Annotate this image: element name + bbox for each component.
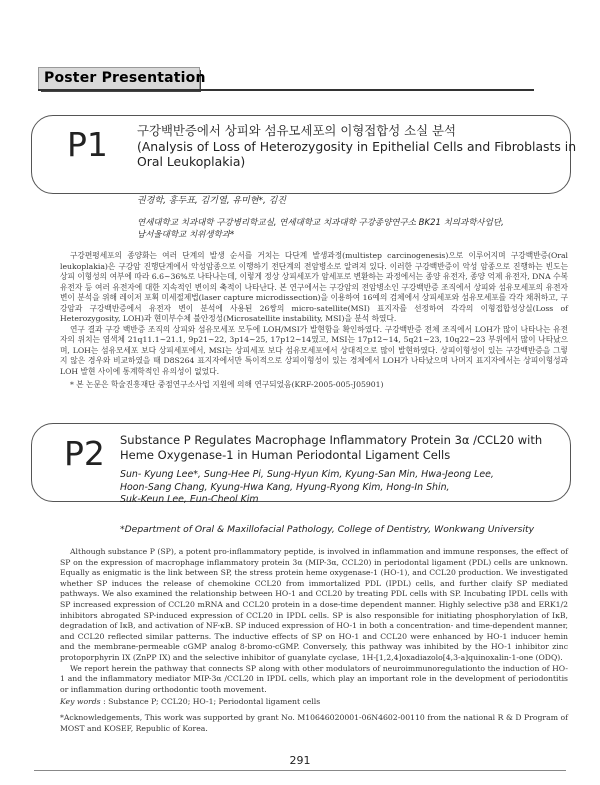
p2-acknowledgements: *Acknowledgements, This work was supported by grant No. M10646020001-06N4602-00110 from the national R & D Program of MOST and KOSEF, Republic of Korea. xyxy=(60,712,568,733)
section-rule xyxy=(38,89,534,91)
footer-rule xyxy=(34,770,566,771)
p1-abstract-intro: 구강편평세포의 종양화는 여러 단계의 발생 순서를 거치는 다단계 발생과정(multistep carcinogenesis)으로 이루어지며 구강백반증(Oral leukoplakia)은 구강암 진행단계에서 악성암종으로 이행하기 전단계의 전암병소로 알려져 있다. 이러한 구강백반증이 악성 암종으로 진행하는 빈도는 상피 이형성의 여부에 따라 6.6~36%로 나타나는데, 이렇게 정상 상피세포가 암세포로 변환하는 과정에서는 종양 유전자, 종양 억제 유전자, DNA 수복 유전자 등 여러 유전자에 대한 지속적인 변이의 축적이 나타난다. 본 연구에서는 구강암의 전암병소인 구강백반증 조직에서 상피와 섬유모세포의 유전자 변이 분석을 위해 레이저 포획 미세절제법(laser capture microdissection)을 이용하여 16예의 검체에서 상피세포와 섬유모세포를 각각 채취하고, 구강암과 구강백반증에서 유전자 변이 분석에 사용된 26쌍의 micro-satellite(MSI) 표지자를 선정하여 각각의 이형접합성상실(Loss of Heterozygosity, LOH)과 현미부수체 불안정성(Microsatellite instability, MSI)을 분석 하였다. xyxy=(60,251,568,323)
p1-authors: 권경학, 홍두표, 김기열, 유미현*, 김진 xyxy=(137,196,287,206)
section-label: Poster Presentation xyxy=(44,70,206,86)
p2-author-line: Suk-Keun Lee, Eun-Cheol Kim xyxy=(120,494,259,505)
p1-abstract xyxy=(60,251,568,391)
p2-affiliation: *Department of Oral & Maxillofacial Pathology, College of Dentistry, Wonkwang University xyxy=(120,524,535,535)
p2-abstract-body: Although substance P (SP), a potent pro-inflammatory peptide, is involved in inflammation and immune responses, the effect of SP on the expression of macrophage inflammatory protein 3α (MIP-3α, CCL20) in periodontal ligament (PDL) cells are unknown. Equally as enigmatic is the link between SP, the stress protein heme oxygenase-1 (HO-1), and CCL20 production. We investigated whether SP induces the release of chemokine CCL20 from immortalized PDL (IPDL) cells, and further claify SP mediated pathways. We also examined the relationship between HO-1 and CCL20 by treating PDL cells with SP. Incubating IPDL cells with SP increased expression of CCL20 mRNA and CCL20 protein in a dose-time dependent manner. Highly selective p38 and ERK1/2 inhibitors abrogated SP-induced expression of CCL20 in IPDL cells. SP is also responsible for initiating phosphorylation of IκB, degradation of IκB, and activation of NF-κB. SP induced expression of HO-1 in both a concentration- and time-dependent manner, and CCL20 reflected similar patterns. The inductive effects of SP on HO-1 and CCL20 were enhanced by HO-1 inducer hemin and the membrane-permeable cGMP analog 8-bromo-cGMP. Conversely, this pathway was inhibited by the HO-1 inhibitor zinc protoporphyrin IX (ZnPP IX) and the selective inhibitor of guanylate cyclase, 1H-[1,2,4]oxadiazolo[4,3-a]quinoxalin-1-one (ODQ). xyxy=(60,547,568,662)
p2-abstract xyxy=(60,547,568,734)
p1-funding-note: * 본 논문은 학술진흥재단 중점연구소사업 지원에 의해 연구되었음(KRF-2005-005-J05901) xyxy=(70,380,384,389)
p2-keywords xyxy=(60,697,568,708)
p1-affiliation xyxy=(137,218,557,241)
p2-title xyxy=(120,433,560,463)
p1-number: P1 xyxy=(67,125,108,164)
p2-title-line: Substance P Regulates Macrophage Inflammatory Protein 3α /CCL20 with xyxy=(120,433,543,447)
p1-title xyxy=(137,123,577,170)
p2-keywords-label: Key words xyxy=(60,697,101,707)
p2-number: P2 xyxy=(64,434,105,473)
page-number: 291 xyxy=(289,754,311,767)
p1-affiliation-line: 연세대학교 치과대학 구강병리학교실, 연세대학교 치과대학 구강종양연구소 BK21 치의과학사업단, xyxy=(137,218,504,228)
p2-authors xyxy=(120,469,560,507)
p1-abstract-results: 연구 결과 구강 백반증 조직의 상피와 섬유모세포 모두에 LOH/MSI가 발현함을 확인하였다. 구강백반증 전체 조직에서 LOH가 많이 나타나는 유전자의 위치는 염색체 21q11.1~21.1, 9p21~22, 3p14~25, 17p12~14였고, MSI는 17p12~14, 5q21~23, 10q22~23 부위에서 많이 나타났으며, LOH는 섬유모세포 보다 상피세포에서, MSI는 상피세포 보다 섬유모세포에서 상대적으로 많이 발현하였다. 상피이형성이 있는 구강백반증을 그렇지 않은 경우와 비교하였을 때 D8S264 표지자에서만 특이적으로 상피이형성이 있는 경체에서 LOH가 나타났으며 나머지 표지자에서는 상피이형성과 LOH 발현 사이에 통계학적인 유의성이 없었다. xyxy=(60,324,568,376)
p2-author-line: Sun- Kyung Lee*, Sung-Hee Pi, Sung-Hyun Kim, Kyung-San Min, Hwa-Jeong Lee, xyxy=(120,469,494,480)
p2-keywords-text: : Substance P; CCL20; HO-1; Periodontal ligament cells xyxy=(100,697,321,707)
p1-affiliation-line: 남서울대학교 치위생학과* xyxy=(137,229,235,240)
p2-abstract-conclusion: We report herein the pathway that connects SP along with other modulators of neuroimmunoregulationto the induction of HO-1 and the inflammatory mediator MIP-3α /CCL20 in IPDL cells, which play an important role in the development of periodontitis or inflammation during orthodontic tooth movement. xyxy=(60,663,568,694)
p1-title-line: (Analysis of Loss of Heterozygosity in Epithelial Cells and Fibroblasts in xyxy=(137,138,577,154)
p2-author-line: Hoon-Sang Chang, Kyung-Hwa Kang, Hyung-Ryong Kim, Hong-In Shin, xyxy=(120,481,450,493)
section-header xyxy=(38,67,534,91)
p1-title-line: 구강백반증에서 상피와 섬유모세포의 이형접합성 소실 분석 xyxy=(137,123,456,138)
p1-title-line: Oral Leukoplakia) xyxy=(137,154,246,169)
p2-title-line: Heme Oxygenase-1 in Human Periodontal Ligament Cells xyxy=(120,448,451,462)
